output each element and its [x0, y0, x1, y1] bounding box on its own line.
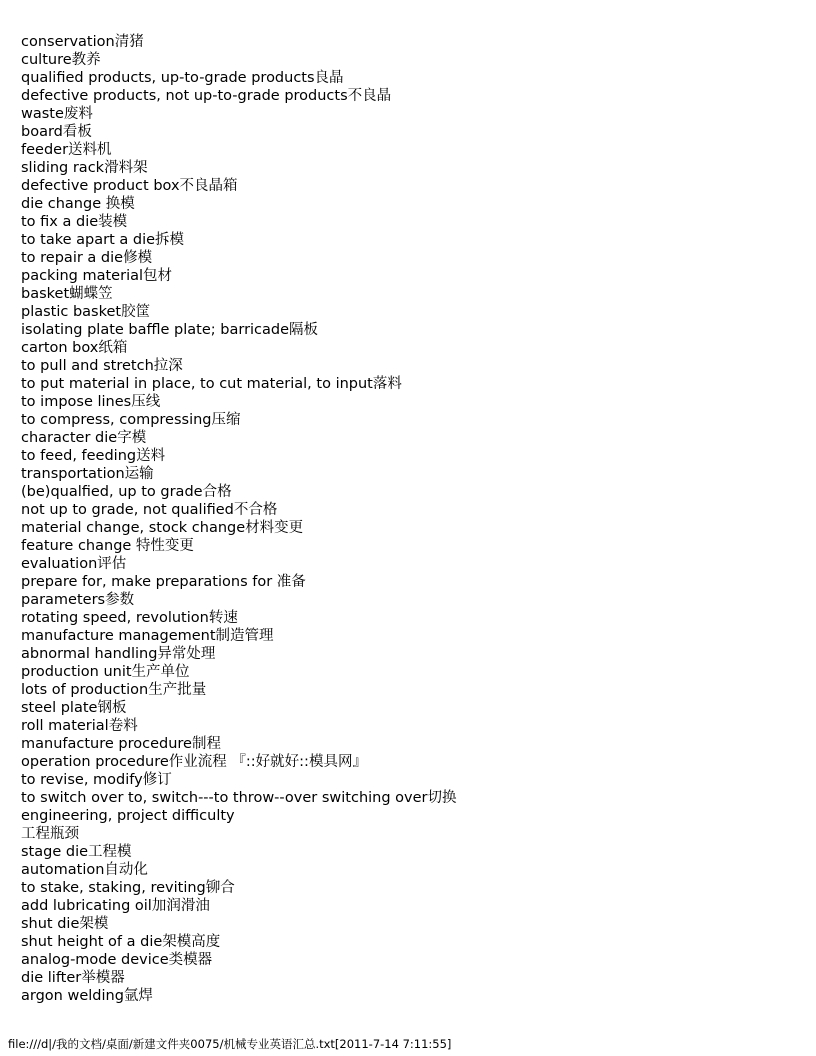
document-line: feeder送料机 [21, 142, 112, 158]
document-line: transportation运输 [21, 466, 154, 482]
document-line: board看板 [21, 124, 92, 140]
document-line: prepare for, make preparations for 准备 [21, 574, 306, 590]
document-line: die lifter举模器 [21, 970, 125, 986]
document-line: to put material in place, to cut material, to input落料 [21, 376, 402, 392]
document-line: parameters参数 [21, 592, 135, 608]
document-line: production unit生产单位 [21, 664, 190, 680]
document-line: to take apart a die拆模 [21, 232, 185, 248]
document-line: manufacture procedure制程 [21, 736, 221, 752]
document-line: to feed, feeding送料 [21, 448, 166, 464]
document-line: stage die工程模 [21, 844, 132, 860]
document-line: not up to grade, not qualified不合格 [21, 502, 278, 518]
document-line: to stake, staking, reviting铆合 [21, 880, 235, 896]
document-line: to impose lines压线 [21, 394, 161, 410]
document-line: lots of production生产批量 [21, 682, 207, 698]
document-line: waste废料 [21, 106, 93, 122]
document-line: isolating plate baffle plate; barricade隔板 [21, 322, 319, 338]
document-line: material change, stock change材料变更 [21, 520, 304, 536]
page-footer-file-path: file:///d|/我的文档/桌面/新建文件夹0075/机械专业英语汇总.txt[2011-7-14 7:11:55] [8, 1037, 452, 1051]
document-line: defective products, not up-to-grade products不良晶 [21, 88, 392, 104]
document-line: basket蝴蝶笠 [21, 286, 113, 302]
document-line: steel plate钢板 [21, 700, 127, 716]
document-line: argon welding氩焊 [21, 988, 153, 1004]
document-line: die change 换模 [21, 196, 135, 212]
document-line: add lubricating oil加润滑油 [21, 898, 210, 914]
document-line: to fix a die装模 [21, 214, 128, 230]
document-body [21, 33, 801, 1005]
document-line: abnormal handling异常处理 [21, 646, 216, 662]
document-line: qualified products, up-to-grade products良晶 [21, 70, 344, 86]
document-line: analog-mode device类模器 [21, 952, 213, 968]
document-line: character die字模 [21, 430, 147, 446]
document-line: manufacture management制造管理 [21, 628, 274, 644]
document-line: shut height of a die架模高度 [21, 934, 221, 950]
document-line: to switch over to, switch---to throw--over switching over切换 [21, 790, 457, 806]
document-line: roll material卷料 [21, 718, 138, 734]
document-line: conservation清猪 [21, 34, 144, 50]
document-line: (be)qualfied, up to grade合格 [21, 484, 232, 500]
document-line: to repair a die修模 [21, 250, 153, 266]
document-line: sliding rack滑料架 [21, 160, 148, 176]
document-line: packing material包材 [21, 268, 173, 284]
document-line: carton box纸箱 [21, 340, 128, 356]
document-line: operation procedure作业流程 『::好就好::模具网』 [21, 754, 367, 770]
document-line: rotating speed, revolution转速 [21, 610, 238, 626]
document-line: defective product box不良晶箱 [21, 178, 238, 194]
document-line: to revise, modify修订 [21, 772, 172, 788]
document-line: evaluation评估 [21, 556, 127, 572]
document-line: engineering, project difficulty [21, 808, 235, 824]
document-line: 工程瓶颈 [21, 826, 79, 842]
document-line: culture教养 [21, 52, 101, 68]
document-line: feature change 特性变更 [21, 538, 194, 554]
document-line: to pull and stretch拉深 [21, 358, 183, 374]
document-line: plastic basket胶筐 [21, 304, 151, 320]
document-line: shut die架模 [21, 916, 109, 932]
document-line: automation自动化 [21, 862, 148, 878]
document-line: to compress, compressing压缩 [21, 412, 241, 428]
